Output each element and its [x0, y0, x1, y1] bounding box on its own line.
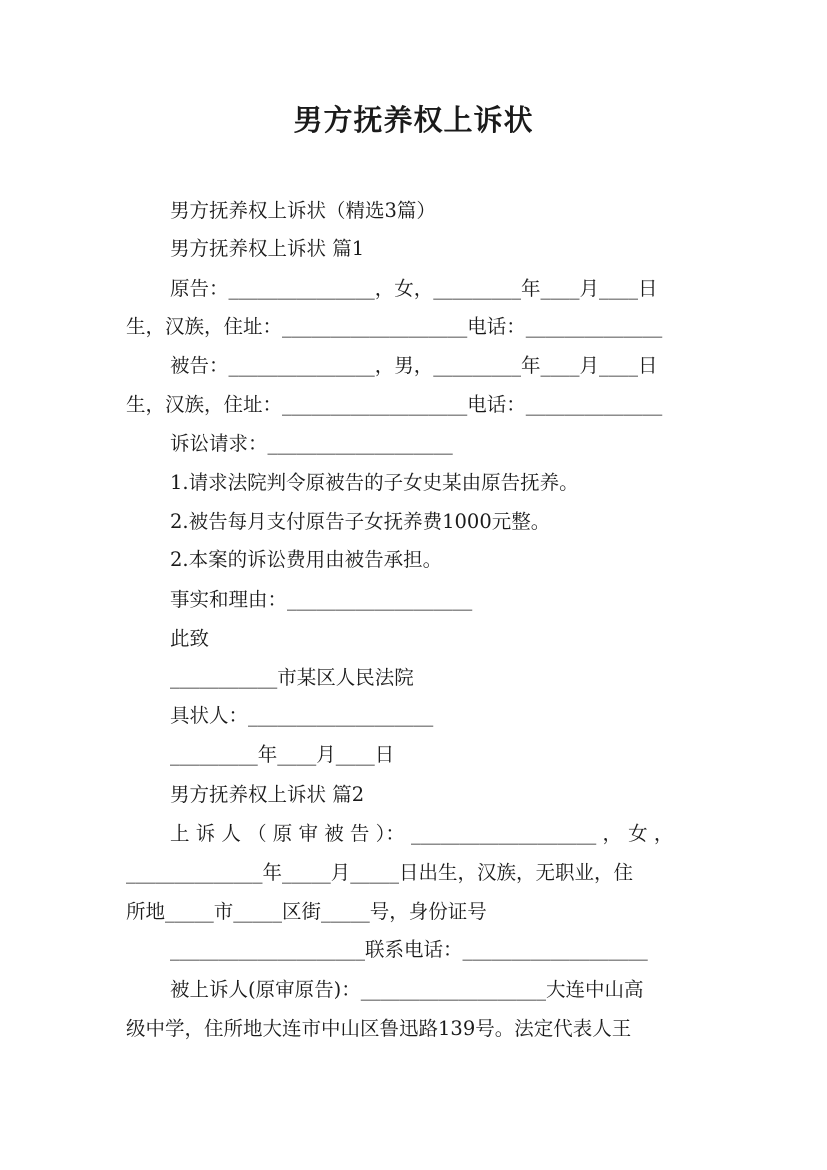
appellant-birth-line: ______________年_____月_____日出生，汉族，无职业，住	[126, 861, 634, 884]
court-name: ___________市某区人民法院	[170, 666, 414, 689]
claim-item-2: 2.被告每月支付原告子女抚养费1000元整。	[170, 510, 551, 533]
appellee-line: 被上诉人(原审原告)：___________________大连中山高	[170, 978, 644, 1001]
facts-heading: 事实和理由：___________________	[170, 588, 473, 611]
appellant-line: 上 诉 人 （ 原 审 被 告 ）： ___________________ ， 女 ，	[170, 822, 674, 845]
section-heading-1: 男方抚养权上诉状 篇1	[170, 237, 365, 260]
plaintiff-address-line: 生，汉族，住址：___________________电话：______________	[126, 315, 663, 338]
claim-item-1: 1.请求法院判令原被告的子女史某由原告抚养。	[170, 471, 579, 494]
claims-heading: 诉讼请求：___________________	[170, 432, 453, 455]
section-heading-2: 男方抚养权上诉状 篇2	[170, 783, 365, 806]
date-line: _________年____月____日	[170, 743, 395, 766]
document-title: 男方抚养权上诉状	[293, 103, 534, 137]
collection-heading: 男方抚养权上诉状（精选3篇）	[170, 199, 436, 222]
appellee-address-line: 级中学，住所地大连市中山区鲁迅路139号。法定代表人王	[126, 1017, 632, 1040]
salutation: 此致	[170, 627, 210, 650]
contact-phone-line: ____________________联系电话：___________________	[170, 938, 648, 961]
defendant-address-line: 生，汉族，住址：___________________电话：______________	[126, 393, 663, 416]
signer-line: 具状人：___________________	[170, 704, 434, 727]
plaintiff-line: 原告：_______________，女，_________年____月____日	[170, 277, 658, 300]
appellant-address-line: 所地_____市_____区街_____号，身份证号	[126, 900, 487, 923]
defendant-line: 被告：_______________，男，_________年____月____日	[170, 354, 658, 377]
claim-item-3: 2.本案的诉讼费用由被告承担。	[170, 548, 443, 571]
